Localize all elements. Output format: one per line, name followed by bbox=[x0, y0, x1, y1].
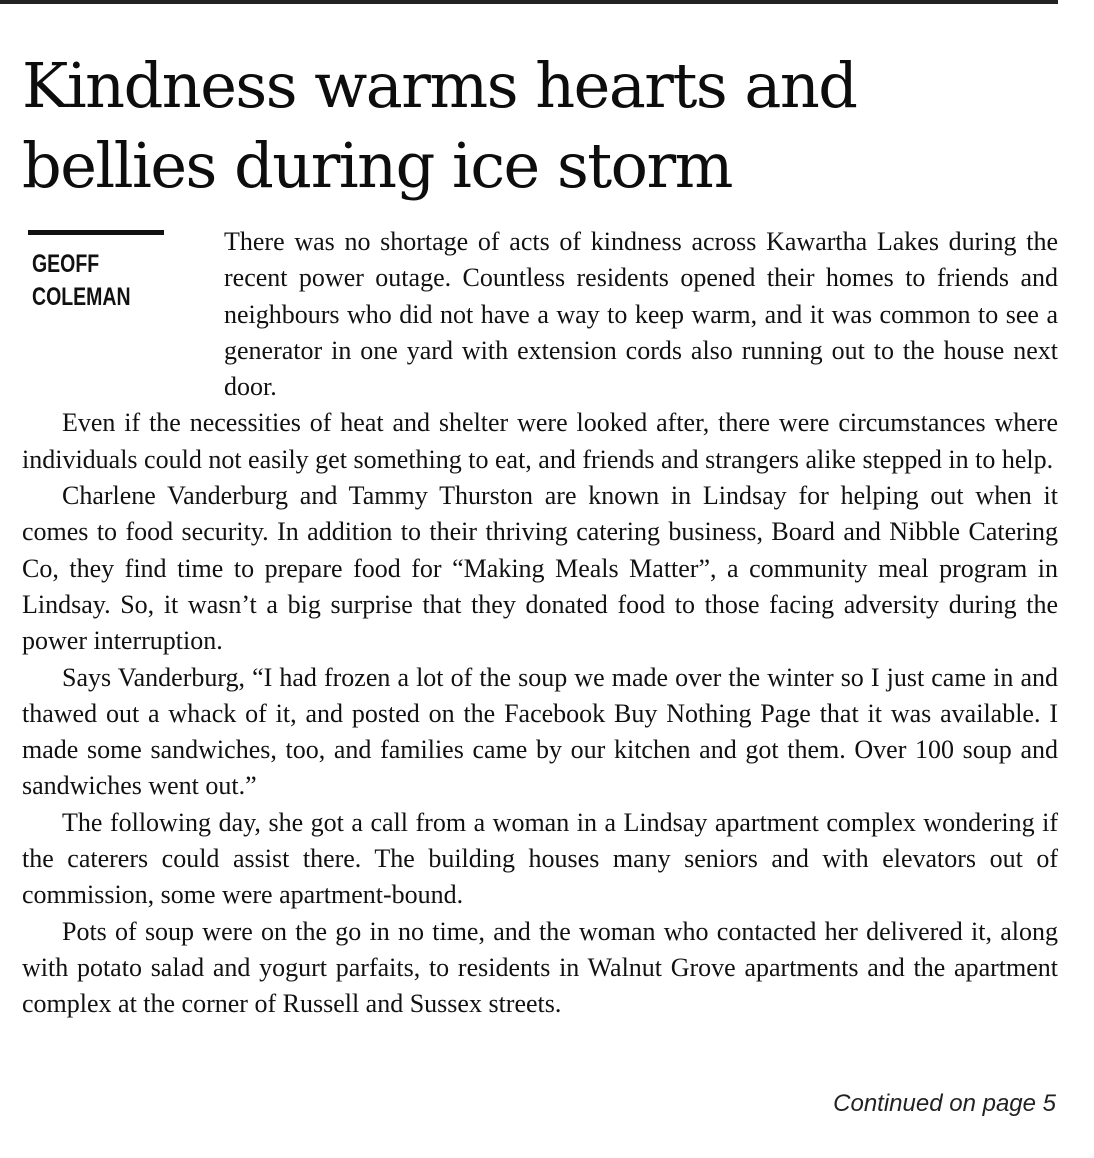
top-rule bbox=[0, 0, 1058, 4]
article-paragraph: There was no shortage of acts of kindness across Kawartha Lakes during the recent power outage. Countless residents opened their homes to friends and neighbours who did not have a way to keep warm, and it was common to see a generator in one yard with extension cords also running out to the house next door. bbox=[224, 227, 1058, 402]
article-paragraph: Says Vanderburg, “I had frozen a lot of the soup we made over the winter so I just came in and thawed out a whack of it, and posted on the Facebook Buy Nothing Page that it was available. I made some sandwiches, too, and families came by our kitchen and got them. Over 100 soup and sandwiches went out.” bbox=[22, 662, 1058, 801]
continued-note: Continued on page 5 bbox=[833, 1090, 1056, 1117]
byline-spacer bbox=[22, 224, 224, 400]
article-paragraph: Charlene Vanderburg and Tammy Thurston are known in Lindsay for helping out when it comes to food security. In addition to their thriving catering business, Board and Nibble Catering Co, they find time to prepare food for “Making Meals Matter”, a community meal program in Lindsay. So, it wasn’t a big surprise that they donated food to those facing adversity during the power interruption. bbox=[22, 481, 1058, 656]
article-paragraph: Even if the necessities of heat and shelter were looked after, there were circumstances where individuals could not easily get something to eat, and friends and strangers alike stepped in to help. bbox=[22, 408, 1058, 474]
byline-last-name: COLEMAN bbox=[32, 283, 131, 311]
article-body bbox=[22, 224, 1058, 1023]
article-headline: Kindness warms hearts and bellies during ice storm bbox=[22, 49, 857, 202]
byline-first-name: GEOFF bbox=[32, 250, 100, 278]
article-paragraph: Pots of soup were on the go in no time, and the woman who contacted her delivered it, along with potato salad and yogurt parfaits, to residents in Walnut Grove apartments and the apartment complex at the corner of Russell and Sussex streets. bbox=[22, 916, 1058, 1019]
article-paragraph: The following day, she got a call from a woman in a Lindsay apartment complex wondering if the caterers could assist there. The building houses many seniors and with elevators out of commission, some were apartment-bound. bbox=[22, 807, 1058, 910]
